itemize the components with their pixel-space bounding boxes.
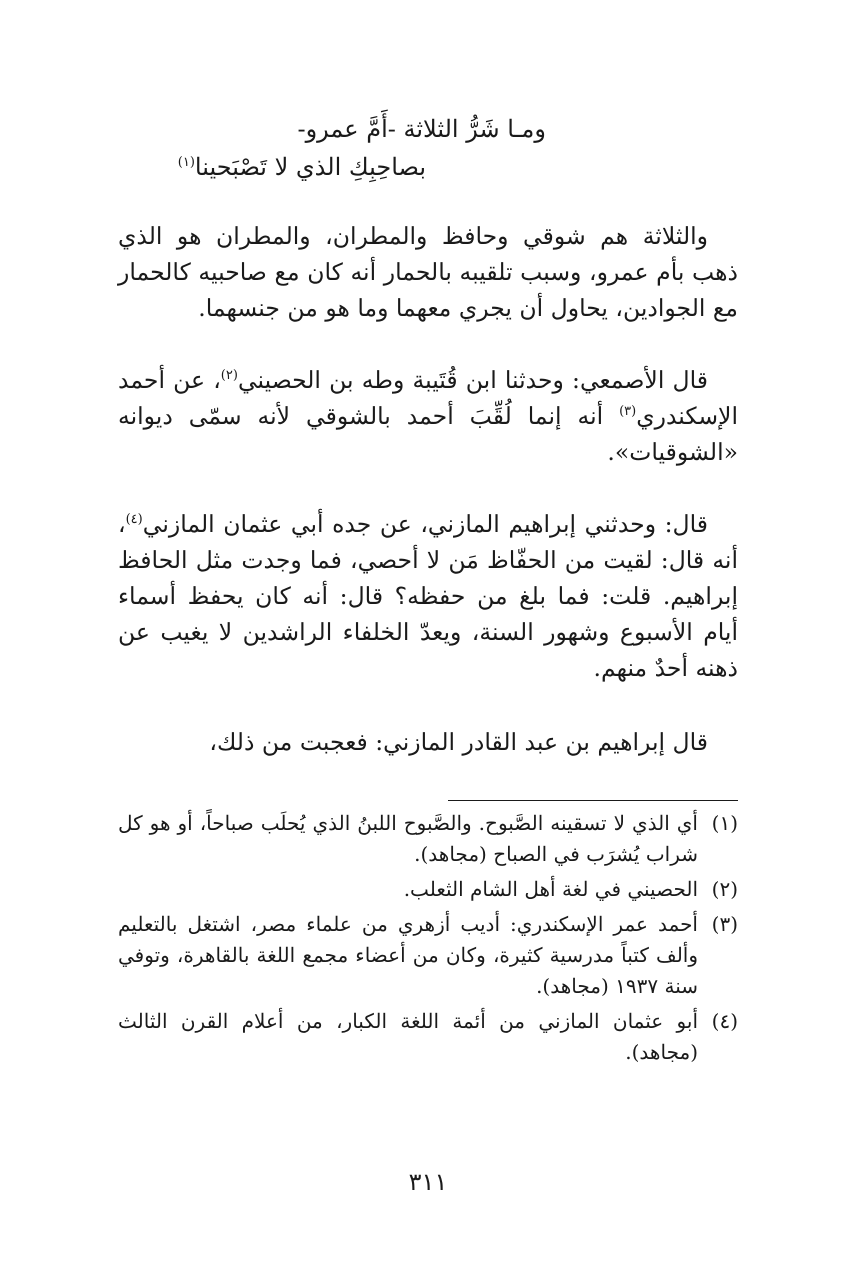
paragraph-4 (118, 724, 738, 760)
paragraph-1-text: والثلاثة هم شوقي وحافظ والمطران، والمطران هو الذي ذهب بأم عمرو، وسبب تلقيبه بالحمار أنه كان مع صاحبيه كالحمار مع الجوادين، يحاول أن يجري معهما وما هو من جنسهما. (118, 222, 738, 322)
paragraph-4-text: قال إبراهيم بن عبد القادر المازني: فعجبت من ذلك، (209, 728, 708, 756)
footnote-number: (٢) (711, 877, 738, 901)
footnote-ref-1[interactable]: (١) (177, 155, 195, 170)
footnote-text: أحمد عمر الإسكندري: أديب أزهري من علماء مصر، اشتغل بالتعليم وألف كتباً مدرسية كثيرة، وكان من أعضاء مجمع اللغة بالقاهرة، وتوفي سنة ١٩٣٧ (مجاهد). (118, 912, 698, 998)
footnote-ref-4[interactable]: (٤) (125, 512, 143, 528)
footnote-text: الحصيني في لغة أهل الشام الثعلب. (403, 877, 698, 901)
footnote-3 (118, 909, 738, 1002)
paragraph-2-part-a: قال الأصمعي: وحدثنا ابن قُتَيبة وطه بن الحصيني (237, 366, 708, 394)
footnotes (118, 808, 738, 1072)
paragraph-3-part-a: قال: وحدثني إبراهيم المازني، عن جده أبي عثمان المازني (142, 510, 708, 538)
footnote-4 (118, 1006, 738, 1068)
footnote-number: (٤) (711, 1009, 738, 1033)
paragraph-2-part-b: ، عن أحمد الإسكندري (118, 366, 738, 430)
paragraph-3-part-b: ، أنه قال: لقيت من الحفّاظ مَن لا أحصي، فما وجدت مثل الحافظ إبراهيم. قلت: فما بلغ من حفظه؟ قال: أنه كان يحفظ أسماء أيام الأسبوع وشهور السنة، ويعدّ الخلفاء الراشدين لا يغيب عن ذهنه أحدٌ منهم. (118, 510, 738, 682)
footnote-ref-2[interactable]: (٢) (220, 368, 238, 384)
paragraph-1 (118, 218, 738, 326)
page-number: ٣١١ (408, 1168, 448, 1196)
footnote-2 (118, 874, 738, 905)
paragraph-3-text (118, 506, 738, 686)
verse-line-2 (6, 150, 426, 184)
footnote-divider (448, 800, 738, 801)
footnote-1 (118, 808, 738, 870)
footnote-text: أي الذي لا تسقينه الصَّبوح. والصَّبوح اللبنُ الذي يُحلَب صباحاً، أو هو كل شراب يُشرَب في الصباح (مجاهد). (118, 811, 698, 866)
verse-line-2-text: بصاحِبِكِ الذي لا تَصْبَحينا (194, 153, 426, 181)
paragraph-2 (118, 362, 738, 470)
paragraph-2-part-c: أنه إنما لُقِّبَ أحمد بالشوقي لأنه سمّى ديوانه «الشوقيات». (118, 402, 738, 466)
footnote-text: أبو عثمان المازني من أئمة اللغة الكبار، من أعلام القرن الثالث (مجاهد). (118, 1009, 698, 1064)
footnote-number: (١) (711, 811, 738, 835)
footnote-number: (٣) (711, 912, 738, 936)
paragraph-2-text (118, 362, 738, 470)
verse-line-1: ومـا شَرُّ الثلاثة -أَمَّ عمرو- (297, 115, 546, 143)
paragraph-3 (118, 506, 738, 686)
footnote-ref-3[interactable]: (٣) (619, 404, 637, 420)
